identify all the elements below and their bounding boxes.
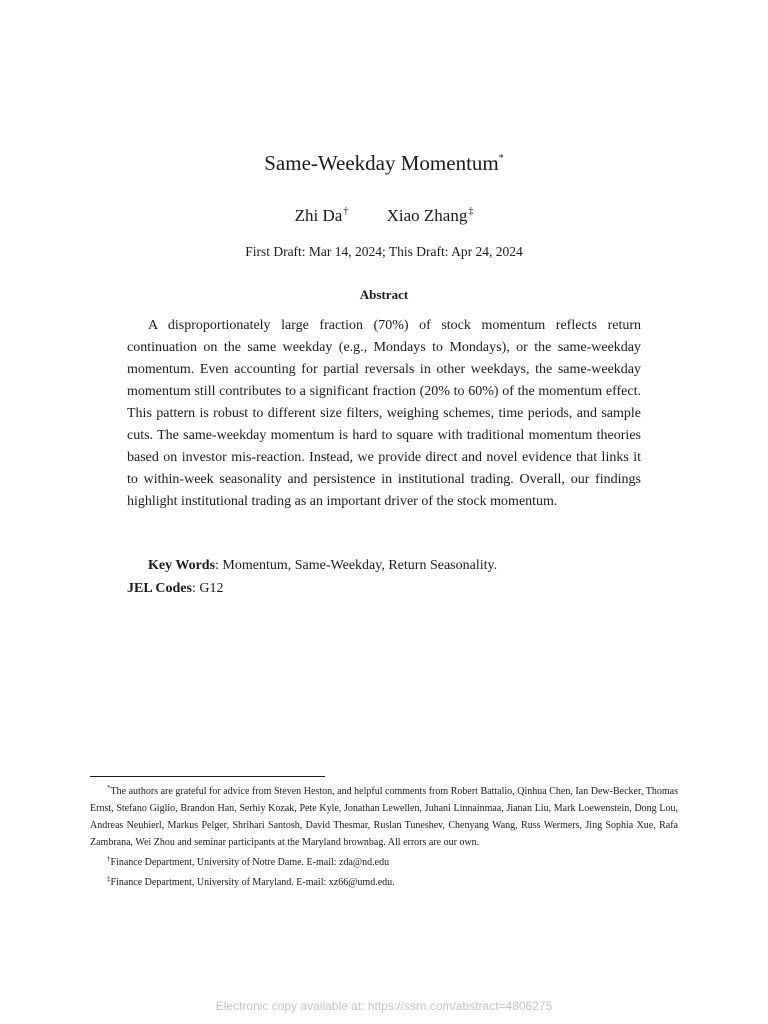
author-name: Zhi Da xyxy=(294,206,343,225)
footnote-rule xyxy=(90,776,325,777)
footnote-xiao-zhang xyxy=(90,871,678,891)
abstract-body: A disproportionately large fraction (70%) of stock momentum reflects return continuation on the same weekday (e.g., Mondays to Mondays), or the same-weekday momentum. Even accounting for partial reversals in other weekdays, the same-weekday momentum still contributes to a significant fraction (20% to 60%) of the momentum effect. This pattern is robust to different size filters, weighing schemes, time periods, and sample cuts. The same-weekday momentum is hard to square with traditional momentum theories based on investor mis-reaction. Instead, we provide direct and novel evidence that links it to within-week seasonality and persistence in institutional trading. Overall, our findings highlight institutional trading as an important driver of the stock momentum. xyxy=(127,318,641,509)
key-words-label: Key Words xyxy=(148,558,216,573)
footnotes xyxy=(90,780,678,891)
author-list xyxy=(0,200,768,228)
ssrn-notice: Electronic copy available at: https://ssrn.com/abstract=4806275 xyxy=(215,999,553,1013)
title-footnote-mark: * xyxy=(498,153,504,164)
footnote-mark: † xyxy=(107,855,111,863)
key-words-line xyxy=(148,556,497,576)
author-name: Xiao Zhang xyxy=(386,206,468,225)
paper-title xyxy=(0,145,768,177)
author-zhi-da xyxy=(295,200,349,228)
footnote-mark: ‡ xyxy=(107,875,111,883)
abstract-heading: Abstract xyxy=(359,287,409,302)
author-footnote-mark: † xyxy=(343,206,349,217)
author-footnote-mark: ‡ xyxy=(468,206,474,217)
footnote-mark: * xyxy=(107,784,111,792)
jel-codes-label: JEL Codes xyxy=(127,581,192,596)
footnote-acknowledgements xyxy=(90,780,678,851)
jel-codes-line xyxy=(127,579,223,599)
footnote-zhi-da xyxy=(90,851,678,871)
paper-title-text: Same-Weekday Momentum xyxy=(264,151,499,175)
draft-dates: First Draft: Mar 14, 2024; This Draft: Apr 24, 2024 xyxy=(245,244,523,259)
key-words-value: : Momentum, Same-Weekday, Return Seasonality. xyxy=(215,558,498,573)
footnote-text: Finance Department, University of Notre Dame. E-mail: zda@nd.edu xyxy=(110,857,390,868)
jel-codes-value: : G12 xyxy=(191,581,224,596)
author-xiao-zhang xyxy=(387,200,474,228)
footnote-text: Finance Department, University of Maryland. E-mail: xz66@umd.edu. xyxy=(110,877,395,888)
footnote-text: The authors are grateful for advice from Steven Heston, and helpful comments from Robert Battalio, Qinhua Chen, Ian Dew-Becker, Thomas Ernst, Stefano Giglio, Brandon Han, Serhiy Kozak, Pete Kyle, Jonathan Lewellen, Juhani Linnainmaa, Jianan Liu, Mark Loewenstein, Dong Lou, Andreas Neuhierl, Markus Pelger, Shrihari Santosh, David Thesmar, Ruslan Tuneshev, Chenyang Wang, Russ Wermers, Jing Sophia Xue, Rafa Zambrana, Wei Zhou and seminar participants at the Maryland brownbag. All errors are our own. xyxy=(90,786,678,848)
